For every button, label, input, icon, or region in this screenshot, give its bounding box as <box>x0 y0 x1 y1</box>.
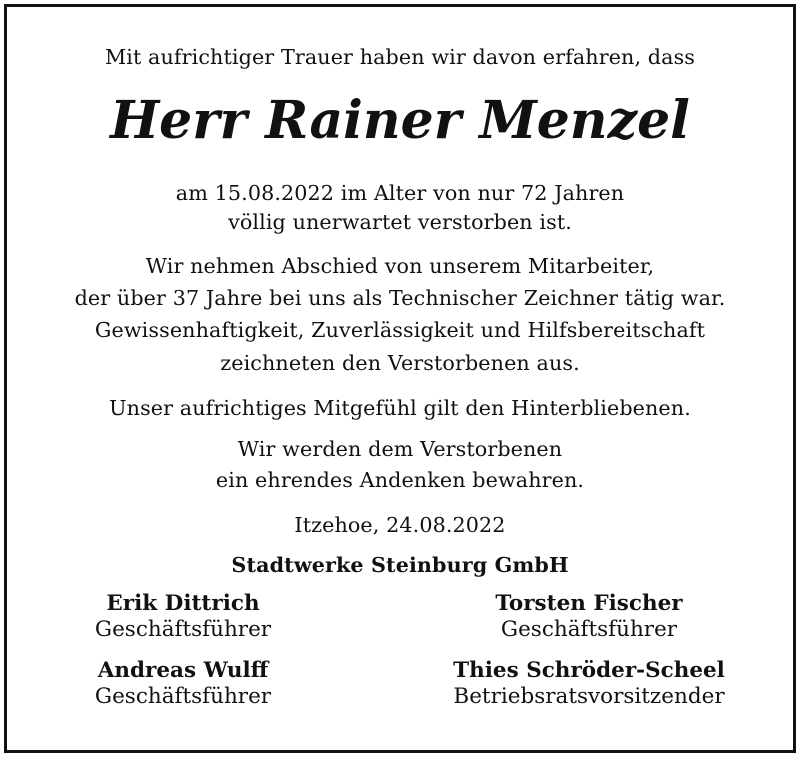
signatory-3 <box>23 658 343 710</box>
signatory-role: Geschäftsführer <box>94 617 272 642</box>
farewell-line-1: Wir nehmen Abschied von unserem Mitarbeiter, <box>145 254 655 278</box>
place-date: Itzehoe, 24.08.2022 <box>294 513 506 537</box>
company-name: Stadtwerke Steinburg GmbH <box>231 553 569 577</box>
signatory-4 <box>429 658 749 710</box>
deceased-name: Herr Rainer Menzel <box>110 90 690 151</box>
memory-line-2: ein ehrendes Andenken bewahren. <box>215 468 585 492</box>
death-line-1: am 15.08.2022 im Alter von nur 72 Jahren <box>175 181 625 205</box>
signatory-name: Erik Dittrich <box>106 591 260 616</box>
signatory-1 <box>23 591 343 643</box>
death-line-2: völlig unerwartet verstorben ist. <box>228 210 572 234</box>
intro-text: Mit aufrichtiger Trauer haben wir davon erfahren, dass <box>104 45 696 69</box>
signatory-role: Geschäftsführer <box>94 684 272 709</box>
signatory-name: Andreas Wulff <box>97 658 269 683</box>
signatory-name: Torsten Fischer <box>495 591 683 616</box>
sympathy-text: Unser aufrichtiges Mitgefühl gilt den Hinterbliebenen. <box>109 396 691 420</box>
farewell-line-3: Gewissenhaftigkeit, Zuverlässigkeit und Hilfsbereitschaft <box>94 318 706 342</box>
farewell-line-4: zeichneten den Verstorbenen aus. <box>220 351 580 375</box>
signatory-2 <box>429 591 749 643</box>
signatory-name: Thies Schröder-Scheel <box>453 658 725 683</box>
signatory-role: Geschäftsführer <box>500 617 678 642</box>
signatory-role: Betriebsratsvorsitzender <box>453 684 725 709</box>
memory-line-1: Wir werden dem Verstorbenen <box>237 437 563 461</box>
farewell-line-2: der über 37 Jahre bei uns als Technischer Zeichner tätig war. <box>74 286 726 310</box>
